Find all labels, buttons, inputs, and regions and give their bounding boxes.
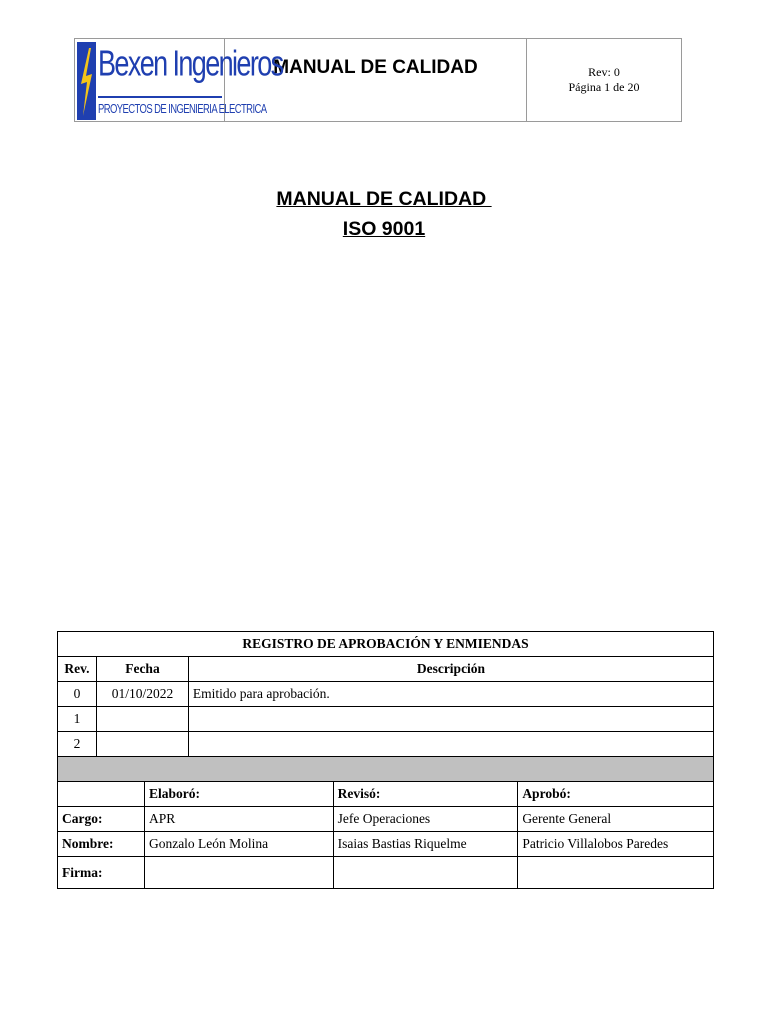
cargo-row	[58, 807, 714, 832]
fecha-cell	[96, 707, 188, 732]
rev-cell: 2	[58, 732, 97, 757]
rev-cell: 0	[58, 682, 97, 707]
table-row	[58, 732, 714, 757]
descripcion-cell	[188, 707, 713, 732]
rev-cell: 1	[58, 707, 97, 732]
company-logo	[75, 39, 283, 121]
logo-tagline: PROYECTOS DE INGENIERIA ELECTRICA	[98, 102, 267, 118]
table-heading: REGISTRO DE APROBACIÓN Y ENMIENDAS	[58, 632, 714, 657]
fecha-cell	[96, 732, 188, 757]
aprobo-header: Aprobó:	[518, 782, 714, 807]
sign-header-row	[58, 782, 714, 807]
lightning-bolt-icon	[77, 42, 96, 120]
table-header-row	[58, 657, 714, 682]
header-page-number: Página 1 de 20	[568, 80, 640, 94]
header-title: MANUAL DE CALIDAD	[225, 39, 527, 121]
table-heading-row	[58, 632, 714, 657]
approval-register-table	[57, 631, 714, 889]
elaboro-header: Elaboró:	[144, 782, 333, 807]
firma-elaboro	[144, 857, 333, 889]
firma-reviso	[333, 857, 518, 889]
cargo-label: Cargo:	[58, 807, 145, 832]
cargo-aprobo: Gerente General	[518, 807, 714, 832]
firma-row	[58, 857, 714, 889]
reviso-header: Revisó:	[333, 782, 518, 807]
document-header	[74, 38, 682, 122]
logo-company-name: Bexen Ingenieros	[98, 43, 283, 84]
cargo-elaboro: APR	[144, 807, 333, 832]
separator-row	[58, 757, 714, 782]
nombre-elaboro: Gonzalo León Molina	[144, 832, 333, 857]
nombre-reviso: Isaias Bastias Riquelme	[333, 832, 518, 857]
document-subtitle: ISO 9001	[342, 218, 426, 240]
logo-divider	[98, 96, 222, 98]
firma-aprobo	[518, 857, 714, 889]
empty-cell	[58, 782, 145, 807]
col-header-fecha: Fecha	[96, 657, 188, 682]
separator-cell	[58, 757, 714, 782]
cargo-reviso: Jefe Operaciones	[333, 807, 518, 832]
firma-label: Firma:	[58, 857, 145, 889]
col-header-rev: Rev.	[58, 657, 97, 682]
header-revision-block	[527, 39, 681, 121]
table-row	[58, 682, 714, 707]
fecha-cell: 01/10/2022	[96, 682, 188, 707]
descripcion-cell	[188, 732, 713, 757]
descripcion-cell: Emitido para aprobación.	[188, 682, 713, 707]
col-header-descripcion: Descripción	[188, 657, 713, 682]
header-rev: Rev: 0	[588, 65, 620, 79]
nombre-aprobo: Patricio Villalobos Paredes	[518, 832, 714, 857]
document-title: MANUAL DE CALIDAD	[276, 188, 492, 210]
nombre-label: Nombre:	[58, 832, 145, 857]
table-row	[58, 707, 714, 732]
nombre-row	[58, 832, 714, 857]
